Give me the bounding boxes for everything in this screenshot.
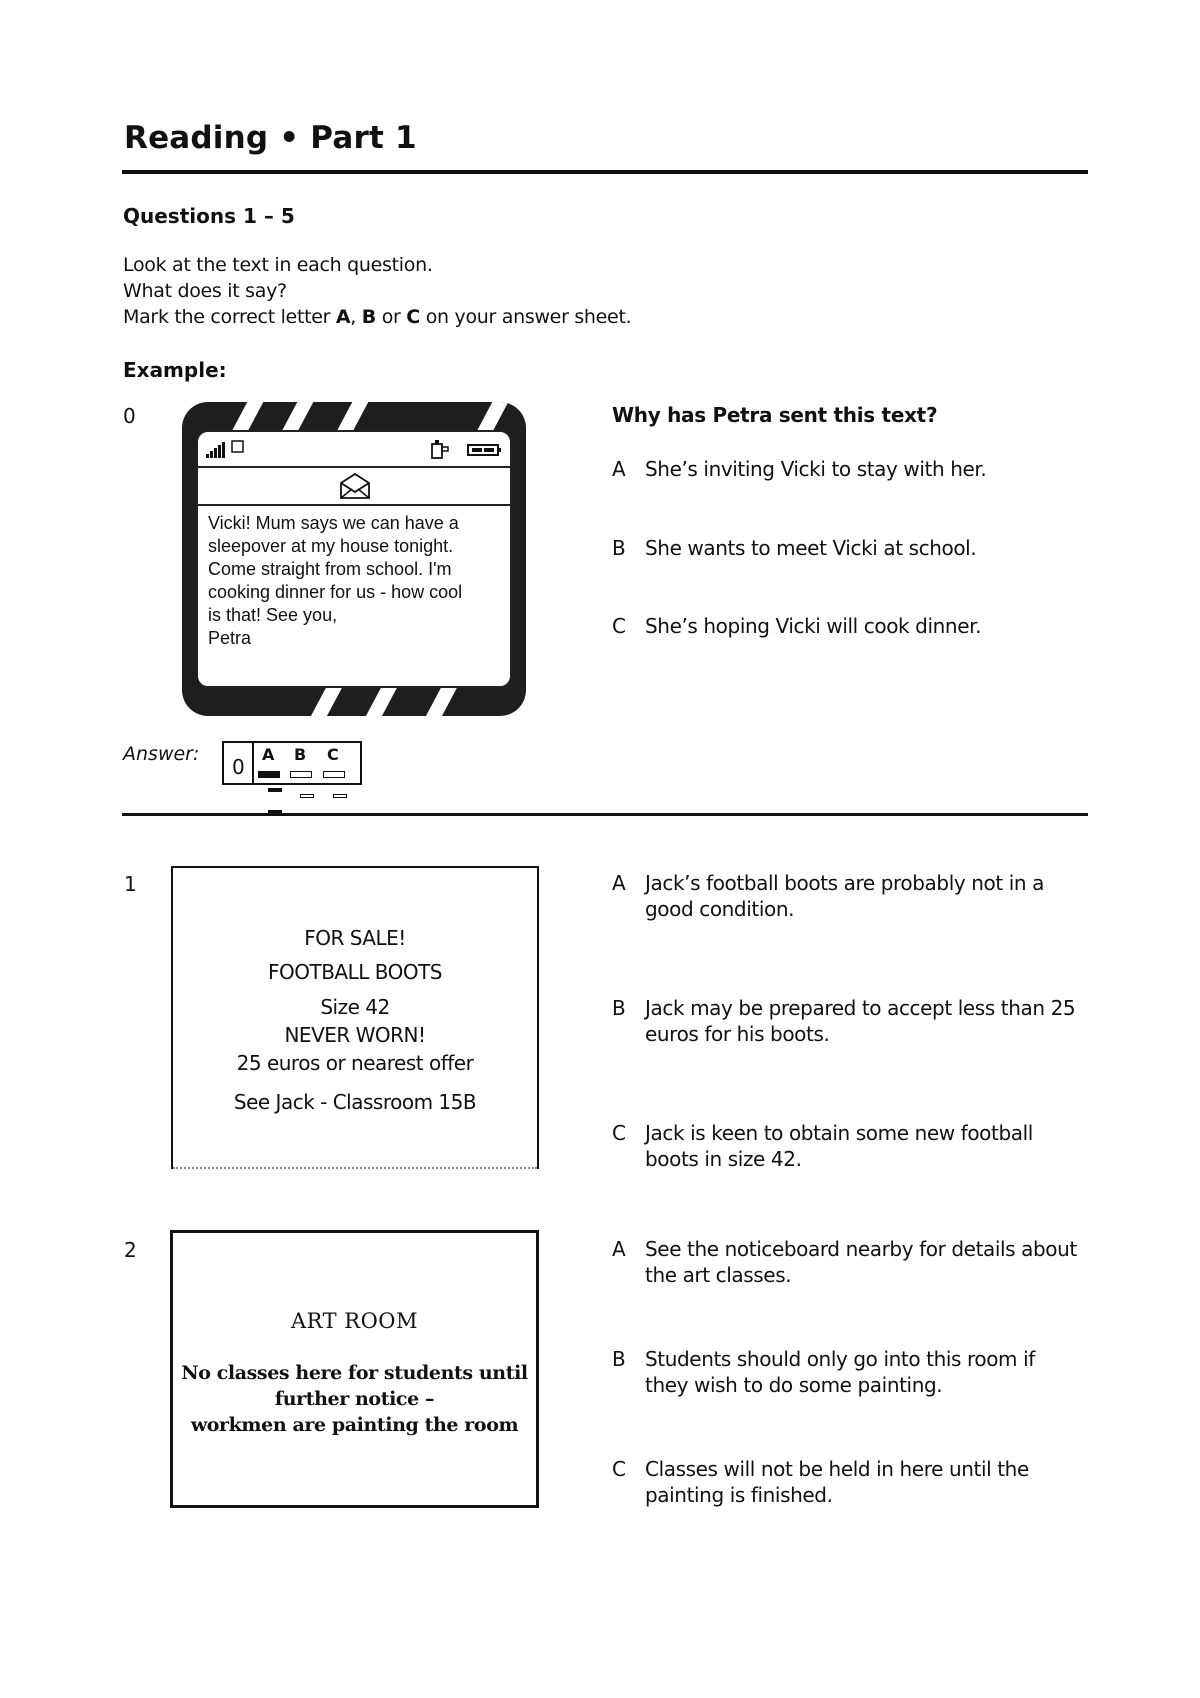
answer-slot-c [323, 771, 345, 778]
question-2-number: 2 [124, 1238, 137, 1262]
option-letter: C [612, 614, 626, 638]
phone-screen [196, 430, 512, 688]
option-text: See the noticeboard nearby for details about the art classes. [645, 1237, 1077, 1287]
option-letter: A [612, 457, 626, 481]
example-option-b [612, 535, 1082, 561]
option-text: Jack’s football boots are probably not in a good condition. [645, 871, 1045, 921]
instruction-suffix: on your answer sheet. [419, 306, 632, 328]
option-text: Jack is keen to obtain some new football boots in size 42. [645, 1121, 1033, 1171]
notice-line: See Jack - Classroom 15B [233, 1090, 477, 1114]
phone-status-bar [198, 432, 510, 468]
example-question: Why has Petra sent this text? [612, 403, 938, 427]
notice-line: No classes here for students until [181, 1362, 528, 1384]
notice-line: further notice – [274, 1388, 435, 1410]
signal-icon [204, 438, 246, 460]
instruction-line-2: What does it say? [123, 280, 287, 302]
instruction-letter-b: B [361, 306, 376, 328]
example-number: 0 [123, 404, 136, 428]
questions-range: Questions 1 – 5 [123, 204, 295, 228]
option-letter: C [612, 1457, 626, 1481]
notice-art-room [170, 1230, 539, 1508]
answer-mark [300, 794, 314, 798]
battery-icon [426, 438, 506, 460]
notice-title: ART ROOM [290, 1309, 419, 1333]
phone-illustration [182, 402, 526, 716]
question-1-option-a [612, 870, 1082, 922]
answer-mark [268, 788, 282, 792]
question-2-option-a [612, 1236, 1082, 1288]
instruction-line-1: Look at the text in each question. [123, 254, 433, 276]
title-divider [122, 170, 1088, 174]
answer-letter-c: C [327, 745, 339, 764]
instruction-prefix: Mark the correct letter [123, 306, 336, 328]
envelope-icon [338, 471, 372, 501]
question-1-option-b [612, 995, 1082, 1047]
example-option-a [612, 456, 1082, 482]
notice-line: FOOTBALL BOOTS [267, 960, 442, 984]
notice-line: Size 42 [320, 995, 390, 1019]
phone-message-bar [198, 466, 510, 506]
answer-box [222, 741, 362, 785]
option-text: Jack may be prepared to accept less than 25 euros for his boots. [645, 996, 1076, 1046]
option-letter: B [612, 1347, 626, 1371]
question-1-number: 1 [124, 872, 137, 896]
example-option-c [612, 613, 1082, 639]
option-text: Students should only go into this room if they wish to do some painting. [645, 1347, 1035, 1397]
answer-slot-b [290, 771, 312, 778]
notice-line: FOR SALE! [304, 926, 406, 950]
notice-line: 25 euros or nearest offer [236, 1051, 474, 1075]
answer-box-number: 0 [232, 755, 245, 779]
answer-label: Answer: [123, 743, 200, 765]
example-divider [122, 813, 1088, 816]
option-letter: C [612, 1121, 626, 1145]
option-letter: A [612, 871, 626, 895]
question-2-option-c [612, 1456, 1082, 1508]
option-letter: B [612, 536, 626, 560]
answer-box-separator [252, 743, 254, 783]
notice-line: NEVER WORN! [284, 1023, 426, 1047]
instruction-comma: , [350, 306, 362, 328]
answer-letter-b: B [294, 745, 307, 764]
notice-line: workmen are painting the room [190, 1414, 519, 1436]
option-text: She’s inviting Vicki to stay with her. [645, 457, 987, 481]
instruction-line-3 [123, 306, 631, 328]
option-letter: B [612, 996, 626, 1020]
answer-mark [333, 794, 347, 798]
option-text: She’s hoping Vicki will cook dinner. [645, 614, 982, 638]
instruction-or: or [375, 306, 407, 328]
instruction-letter-c: C [406, 306, 420, 328]
answer-letter-a: A [262, 745, 275, 764]
option-text: She wants to meet Vicki at school. [645, 536, 977, 560]
answer-slot-a-filled [258, 771, 280, 778]
page-title: Reading • Part 1 [124, 120, 417, 156]
notice-dotted-edge [173, 1167, 537, 1169]
sms-message: Vicki! Mum says we can have a sleepover at my house tonight. Come straight from school. I'm cooking dinner for us - how cool is that! See you, Petra [208, 513, 463, 648]
instruction-letter-a: A [335, 306, 351, 328]
notice-football-boots [171, 866, 539, 1169]
example-label: Example: [123, 358, 227, 382]
question-1-option-c [612, 1120, 1082, 1172]
option-letter: A [612, 1237, 626, 1261]
question-2-option-b [612, 1346, 1082, 1398]
option-text: Classes will not be held in here until the painting is finished. [645, 1457, 1029, 1507]
